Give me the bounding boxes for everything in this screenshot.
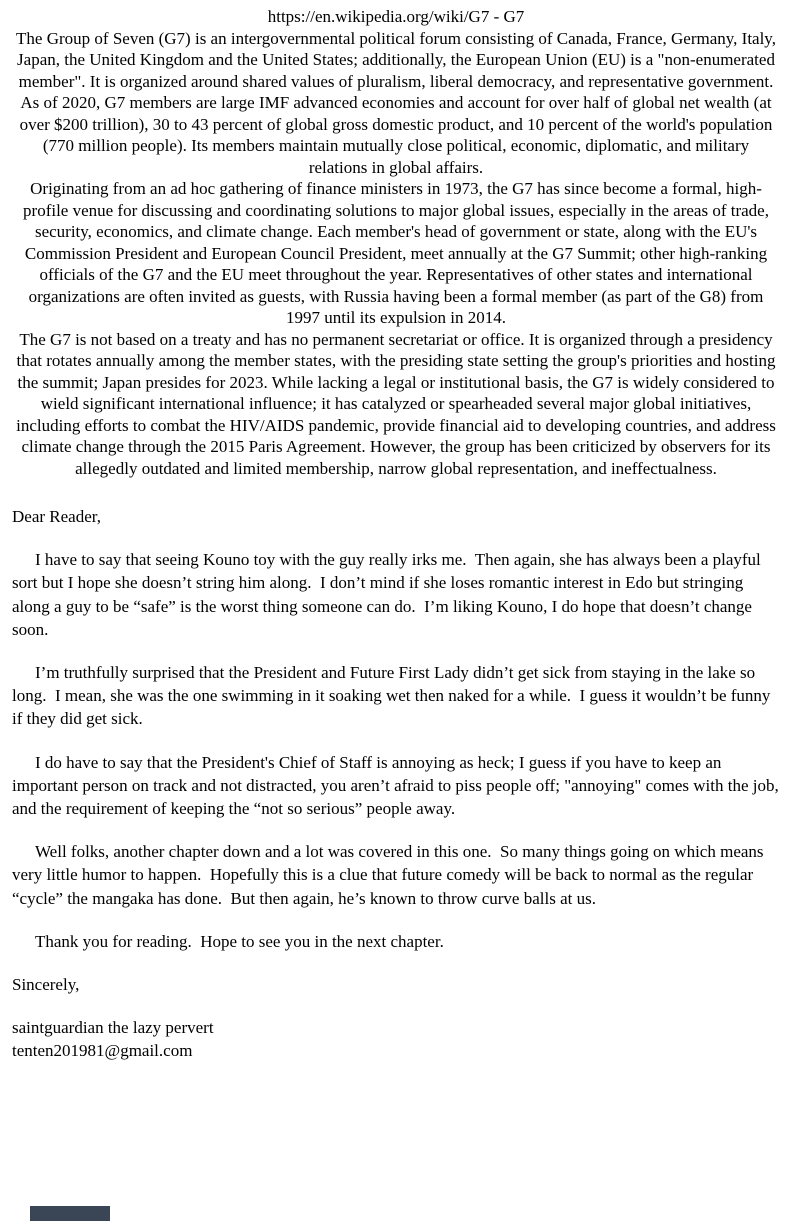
letter-paragraph-1: I have to say that seeing Kouno toy with the guy really irks me. Then again, she has always been a playful sort but I hope she doesn’t string him along. I don’t mind if she loses romantic interest in Edo but stringing along a guy to be “safe” is the worst thing someone can do. I’m liking Kouno, I do hope that doesn’t change soon. bbox=[12, 550, 766, 639]
signature-block bbox=[12, 1016, 780, 1062]
closing: Sincerely, bbox=[12, 975, 80, 995]
source-url-line: https://en.wikipedia.org/wiki/G7 - G7 bbox=[267, 7, 525, 26]
bottom-left-artifact bbox=[30, 1206, 110, 1221]
salutation: Dear Reader, bbox=[12, 507, 101, 526]
letter-paragraph-4: Well folks, another chapter down and a lot was covered in this one. So many things going on which means very little humor to happen. Hopefully this is a clue that future comedy will be back to normal as the regular “cycle” the mangaka has done. But then again, he’s known to throw curve balls at us. bbox=[12, 842, 768, 908]
letter-paragraph-3: I do have to say that the President's Chief of Staff is annoying as heck; I guess if you have to keep an important person on track and not distracted, you aren’t afraid to piss people off; "annoying" comes with the job, and the requirement of keeping the “not so serious” people away. bbox=[12, 752, 783, 819]
wikipedia-excerpt bbox=[12, 6, 780, 479]
reader-letter bbox=[12, 505, 783, 1063]
wiki-paragraph-2: Originating from an ad hoc gathering of finance ministers in 1973, the G7 has since become a formal, high-profile venue for discussing and coordinating solutions to major global issues, especially in the areas of trade, security, economics, and climate change. Each member's head of government or state, along with the EU's Commission President and European Council President, meet annually at the G7 Summit; other high-ranking officials of the G7 and the EU meet throughout the year. Representatives of other states and international organizations are often invited as guests, with Russia having been a formal member (as part of the G8) from 1997 until its expulsion in 2014. bbox=[23, 179, 774, 327]
letter-paragraph-5: Thank you for reading. Hope to see you in the next chapter. bbox=[35, 931, 444, 951]
signature-name: saintguardian the lazy pervert bbox=[12, 1018, 214, 1038]
wiki-paragraph-1: The Group of Seven (G7) is an intergovernmental political forum consisting of Canada, France, Germany, Italy, Japan, the United Kingdom and the United States; additionally, the European Union (EU) is a "non-enumerated member". It is organized around shared values of pluralism, liberal democracy, and representative government. As of 2020, G7 members are large IMF advanced economies and account for over half of global net wealth (at over $200 trillion), 30 to 43 percent of global gross domestic product, and 10 percent of the world's population (770 million people). Its members maintain mutually close political, economic, diplomatic, and military relations in global affairs. bbox=[16, 28, 781, 177]
signature-email: tenten201981@gmail.com bbox=[12, 1041, 193, 1061]
letter-paragraph-2: I’m truthfully surprised that the President and Future First Lady didn’t get sick from staying in the lake so long. I mean, she was the one swimming in it soaking wet then naked for a while. I guess it wouldn’t be funny if they did get sick. bbox=[12, 663, 775, 729]
wiki-paragraph-3: The G7 is not based on a treaty and has no permanent secretariat or office. It is organized through a presidency that rotates annually among the member states, with the presiding state setting the group's priorities and hosting the summit; Japan presides for 2023. While lacking a legal or institutional basis, the G7 is widely considered to wield significant international influence; it has catalyzed or spearheaded several major global initiatives, including efforts to combat the HIV/AIDS pandemic, provide financial aid to developing countries, and address climate change through the 2015 Paris Agreement. However, the group has been criticized by observers for its allegedly outdated and limited membership, narrow global representation, and ineffectualness. bbox=[16, 329, 781, 478]
